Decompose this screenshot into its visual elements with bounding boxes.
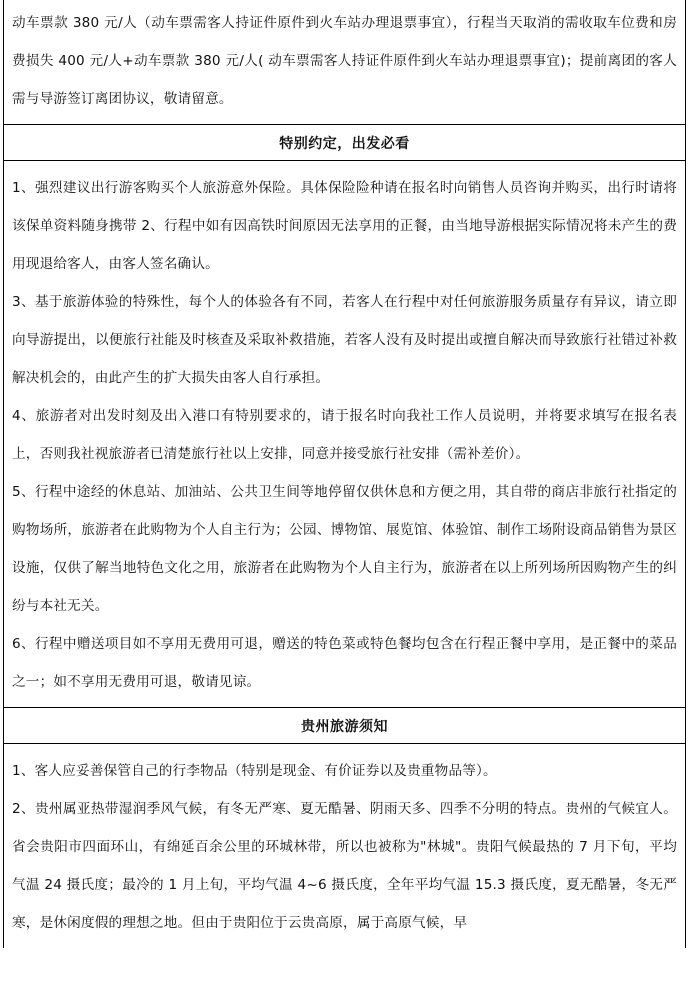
guizhou-notice-title: 贵州旅游须知: [301, 718, 388, 735]
special-term-item: 1、强烈建议出行游客购买个人旅游意外保险。具体保险险种请在报名时向销售人员咨询并购买，出行时请将该保单资料随身携带 2、行程中如有因高铁时间原因无法享用的正餐，由当地导游根据实际情况将未产生的费用现退给客人，由客人签名确认。: [12, 180, 677, 272]
special-term-item: 6、行程中赠送项目如不享用无费用可退，赠送的特色菜或特色餐均包含在行程正餐中享用，是正餐中的菜品之一；如不享用无费用可退，敬请见谅。: [12, 636, 677, 690]
refund-policy-block: [4, 0, 685, 125]
guizhou-notice-item: 1、客人应妥善保管自己的行李物品（特别是现金、有价证券以及贵重物品等）。: [12, 763, 497, 779]
special-terms-header: [4, 125, 685, 161]
special-term-item: 4、旅游者对出发时刻及出入港口有特别要求的，请于报名时向我社工作人员说明，并将要求填写在报名表上，否则我社视旅游者已清楚旅行社以上安排，同意并接受旅行社安排（需补差价）。: [12, 408, 677, 462]
guizhou-notice-item: 2、贵州属亚热带湿润季风气候，有冬无严寒、夏无酷暑、阴雨天多、四季不分明的特点。贵州的气候宜人。省会贵阳市四面环山，有绵延百余公里的环城林带，所以也被称为"林城"。贵阳气候最热的 7 月下旬，平均气温 24 摄氏度；最冷的 1 月上旬，平均气温 4~6 摄氏度，全年平均气温 15.3 摄氏度，夏无酷暑，冬无严寒，是休闲度假的理想之地。但由于贵阳位于云贵高原，属于高原气候，早: [12, 801, 677, 931]
refund-policy-text: 动车票款 380 元/人（动车票需客人持证件原件到火车站办理退票事宜），行程当天取消的需收取车位费和房费损失 400 元/人+动车票款 380 元/人( 动车票需客人持证件原件到火车站办理退票事宜)；提前离团的客人需与导游签订离团协议，敬请留意。: [12, 15, 677, 107]
notice-table: [3, 0, 686, 948]
guizhou-notice-header: [4, 708, 685, 744]
guizhou-notice-block: [4, 744, 685, 948]
special-term-item: 5、行程中途经的休息站、加油站、公共卫生间等地停留仅供休息和方便之用，其自带的商店非旅行社指定的购物场所，旅游者在此购物为个人自主行为；公园、博物馆、展览馆、体验馆、制作工场附设商品销售为景区设施，仅供了解当地特色文化之用，旅游者在此购物为个人自主行为，旅游者在以上所列场所因购物产生的纠纷与本社无关。: [12, 484, 677, 614]
special-terms-block: [4, 161, 685, 708]
special-terms-title: 特别约定，出发必看: [279, 135, 410, 152]
special-term-item: 3、基于旅游体验的特殊性，每个人的体验各有不同，若客人在行程中对任何旅游服务质量存有异议，请立即向导游提出，以便旅行社能及时核查及采取补救措施，若客人没有及时提出或擅自解决而导致旅行社错过补救解决机会的，由此产生的扩大损失由客人自行承担。: [12, 294, 677, 386]
